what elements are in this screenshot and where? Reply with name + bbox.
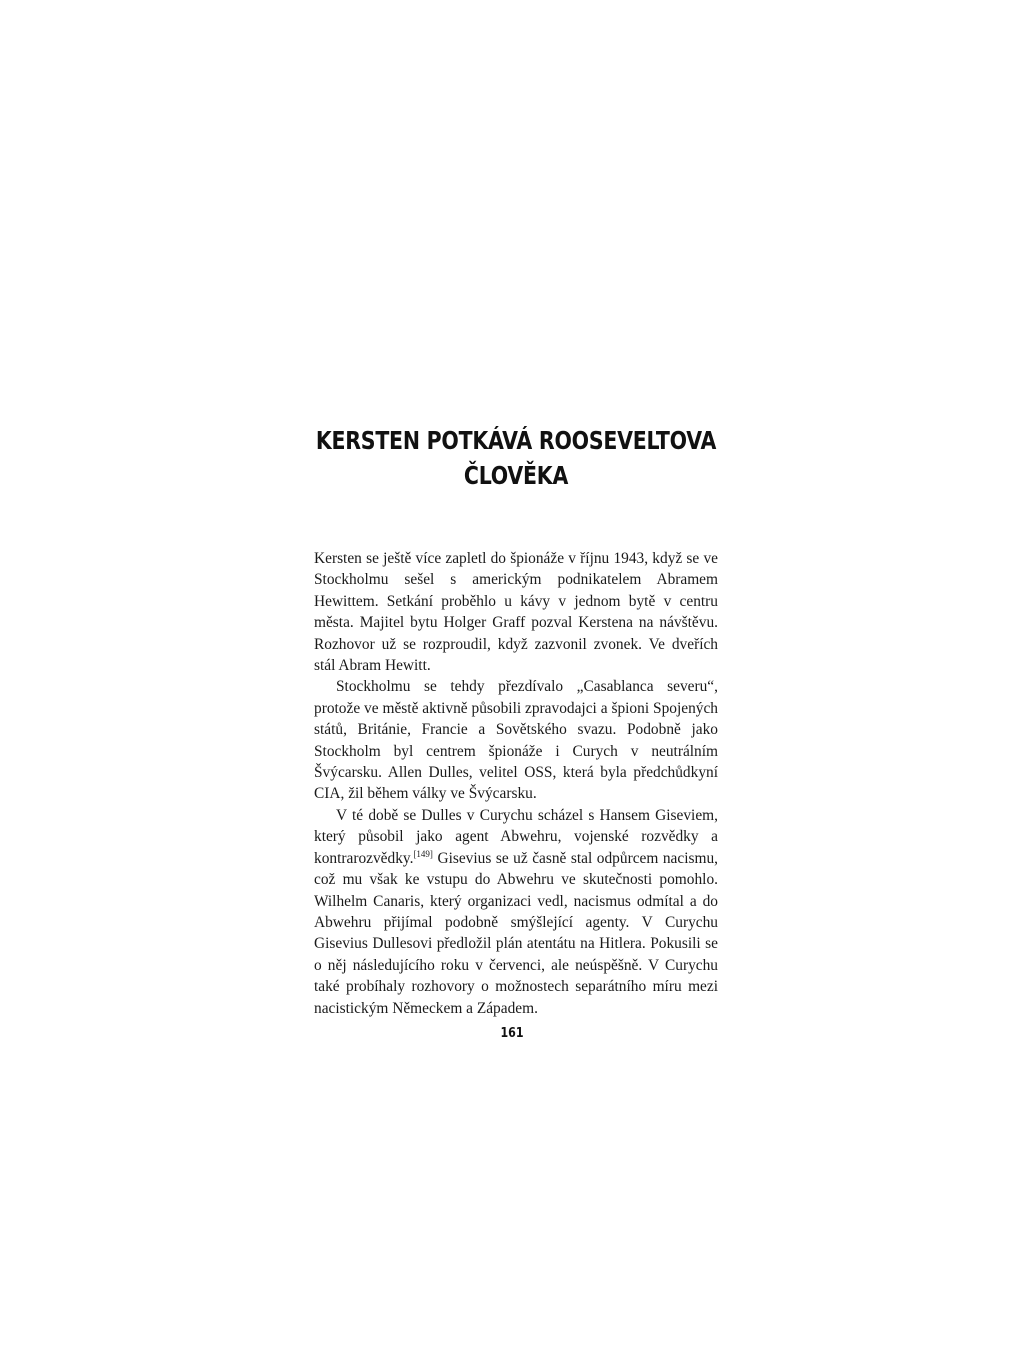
- paragraph-3-part-1: V té době se Dulles v Curychu scházel s Hansem Giseviem, který působil jako agent Abwehru, vojenské rozvědky a kontrarozvědky.: [314, 806, 718, 867]
- paragraph-3: [314, 805, 718, 1019]
- paragraph-2: Stockholmu se tehdy přezdívalo „Casablanca severu“, protože ve městě aktivně působili zpravodajci a špioni Spojených států, Británie, Francie a Sovětského svazu. Podobně jako Stockholm byl centrem špionáže i Curych v neutrálním Švýcarsku. Allen Dulles, velitel OSS, která byla předchůdkyní CIA, žil během války ve Švýcarsku.: [314, 678, 718, 803]
- page-number: 161: [500, 1026, 524, 1041]
- body-text: [314, 548, 718, 1019]
- chapter-title-line-1: KERSTEN POTKÁVÁ ROOSEVELTOVA: [315, 426, 717, 455]
- chapter-title: [298, 423, 734, 493]
- paragraph-1: Kersten se ještě více zapletl do špionáže v říjnu 1943, když se ve Stockholmu sešel s americkým podnikatelem Abramem Hewittem. Setkání proběhlo u kávy v jednom bytě v centru města. Majitel bytu Holger Graff pozval Kerstena na návštěvu. Rozhovor už se rozproudil, když zazvonil zvonek. Ve dveřích stál Abram Hewitt.: [314, 550, 718, 675]
- paragraph-3-part-2: Gisevius se už časně stal odpůrcem nacismu, což mu však ke vstupu do Abwehru ve skutečnosti pomohlo. Wilhelm Canaris, který organizaci vedl, nacismus odmítal a do Abwehru přijímal podobně smýšlející agenty. V Curychu Gisevius Dullesovi předložil plán atentátu na Hitlera. Pokusili se o něj následujícího roku v červenci, ale neúspěšně. V Curychu také probíhaly rozhovory o možnostech separátního míru mezi nacistickým Německem a Západem.: [314, 849, 718, 1017]
- footnote-reference: [149]: [413, 848, 433, 859]
- chapter-title-line-2: ČLOVĚKA: [463, 461, 569, 490]
